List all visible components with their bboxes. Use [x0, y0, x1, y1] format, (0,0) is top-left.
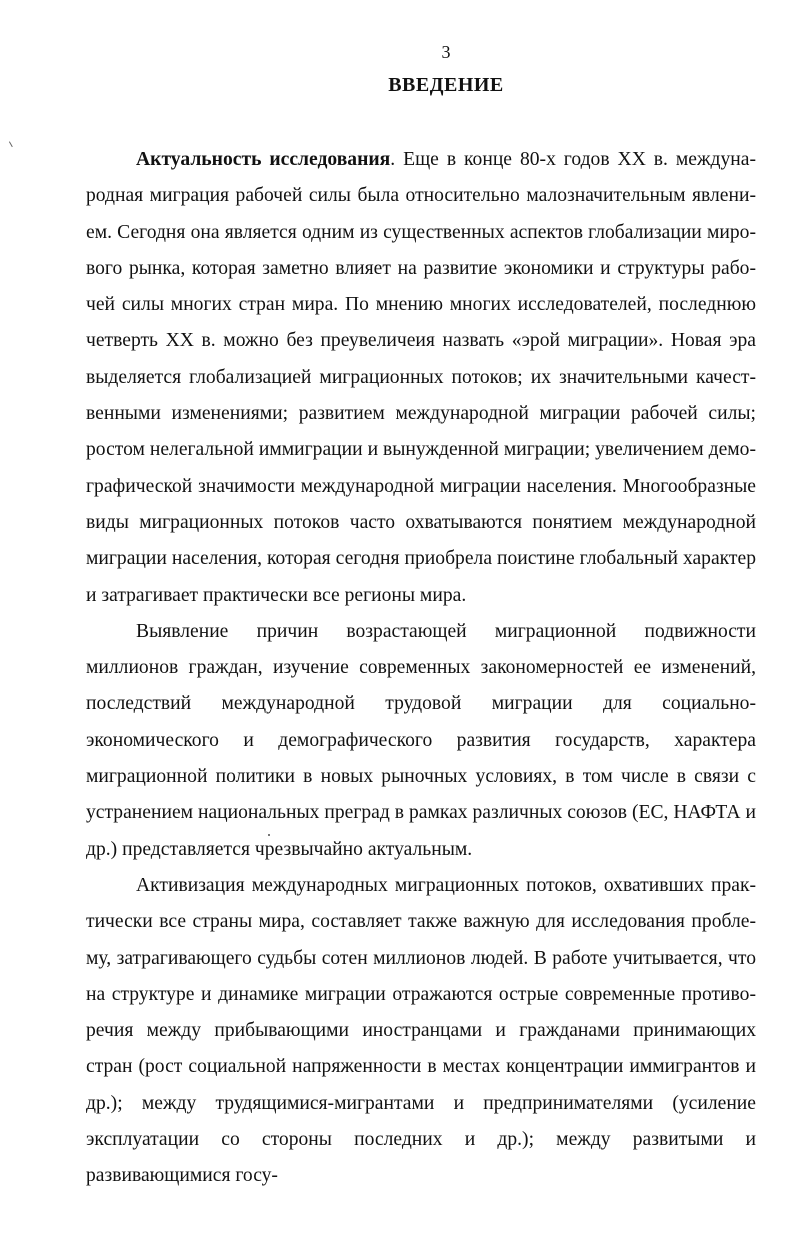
paragraph-text: . Еще в конце 80-х годов XX в. международная миграция рабочей силы была относительно малозначительным явлением. Сегодня она является одним из существенных аспектов глобализации мирового рынка, которая заметно влияет на развитие экономики и структуры рабочей силы многих стран мира. По мнению многих исследователей, последнюю четверть XX в. можно без преувеличеия назвать «эрой миграции». Новая эра выделяется глобализацией миграционных потоков; их значительными качественными изменениями; развитием международной миграции рабочей силы; ростом нелегальной иммиграции и вынужденной миграции; увеличением демографической значимости международной миграции населения. Многообразные виды миграционных потоков часто охватываются понятием международной миграции населения, которая сегодня приобрела поистине глобальный характер и затрагивает практически все регионы мира.	[86, 149, 756, 606]
paragraph-causes: Выявление причин возрастающей миграционной подвижности миллионов граждан, изучение современных закономерностей ее изменений, последствий международной трудовой миграции для социально-экономического и демографического развития государств, характера миграционной политики в новых рыночных условиях, в том числе в связи с устранением национальных преград в рамках различных союзов (ЕС, НАФТА и др.) представляется чрезвычайно актуальным.	[86, 620, 756, 860]
paragraph-relevance	[86, 142, 756, 614]
scan-dot	[268, 834, 270, 836]
page-title: ВВЕДЕНИЕ	[388, 74, 504, 96]
paragraph-lead: Актуальность исследования	[136, 149, 391, 170]
scan-mark	[9, 139, 17, 147]
paragraph-activation: Активизация международных миграционных потоков, охвативших практически все страны мира, составляет также важную для исследования проблему, затрагивающего судьбы сотен миллионов людей. В работе учитывается, что на структуре и динамике миграции отражаются острые современные противоречия между прибывающими иностранцами и гражданами принимающих стран (рост социальной напряженности в местах концентрации иммигрантов и др.); между трудящимися-мигрантами и предпринимателями (усиление эксплуатации со стороны последних и др.); между развитыми и развивающимися госу-	[86, 874, 756, 1187]
body-text	[86, 142, 756, 1195]
page-number: 3	[441, 42, 451, 62]
